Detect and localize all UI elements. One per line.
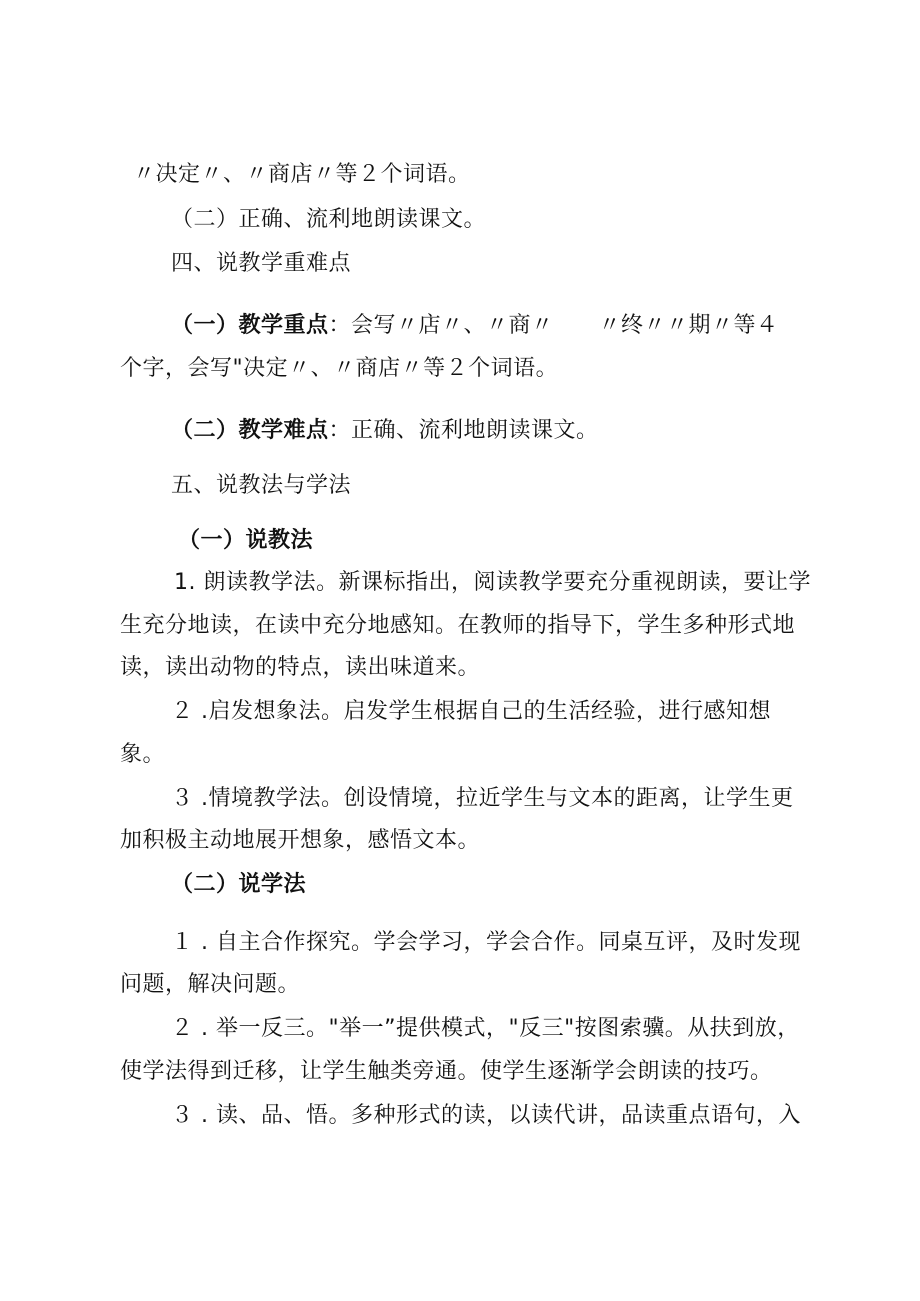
text-line: ２ .启发想象法。启发学生根据自己的生活经验，进行感知想 bbox=[171, 699, 771, 724]
section-heading: 五、说教法与学法 bbox=[171, 473, 352, 498]
text-line: （二）正确、流利地朗读课文。 bbox=[171, 207, 487, 232]
text-line: 1. 朗读教学法。新课标指出，阅读教学要充分重视朗读，要让学 bbox=[174, 570, 811, 595]
text-line: 象。 bbox=[120, 742, 166, 767]
difficulty-text: ：正确、流利地朗读课文。 bbox=[328, 418, 599, 443]
text-line: 使学法得到迁移，让学生触类旁通。使学生逐渐学会朗读的技巧。 bbox=[120, 1059, 773, 1084]
difficulty-label: （二）教学难点 bbox=[171, 418, 329, 443]
text-line: ２ . 举一反三。"举一”提供模式，"反三"按图索骥。从扶到放， bbox=[171, 1016, 800, 1041]
text-line: 读，读出动物的特点，读出味道来。 bbox=[120, 655, 481, 680]
text-line: ３ .情境教学法。创设情境，拉近学生与文本的距离，让学生更 bbox=[171, 786, 794, 811]
text-line: １ . 自主合作探究。学会学习，学会合作。同桌互评，及时发现 bbox=[171, 930, 801, 955]
text-line bbox=[171, 311, 779, 341]
subsection-heading: （二）说学法 bbox=[171, 872, 307, 897]
text-line: 问题，解决问题。 bbox=[120, 972, 301, 997]
section-heading: 四、说教学重难点 bbox=[171, 251, 352, 276]
text-line: ３ . 读、品、悟。多种形式的读，以读代讲，品读重点语句，入 bbox=[171, 1103, 801, 1128]
text-line: 个字，会写"决定〃、〃商店〃等２个词语。 bbox=[120, 356, 559, 381]
text-line bbox=[171, 416, 599, 446]
text-line: 加积极主动地展开想象，感悟文本。 bbox=[120, 828, 481, 853]
text-line: 生充分地读，在读中充分地感知。在教师的指导下，学生多种形式地 bbox=[120, 613, 796, 638]
key-point-text: ：会写〃店〃、〃商〃 〃终〃〃期〃等４ bbox=[328, 313, 779, 338]
subsection-heading: （一）说教法 bbox=[178, 528, 314, 553]
key-point-label: （一）教学重点 bbox=[171, 313, 329, 338]
text-line: 〃决定〃、〃商店〃等２个词语。 bbox=[133, 162, 471, 187]
